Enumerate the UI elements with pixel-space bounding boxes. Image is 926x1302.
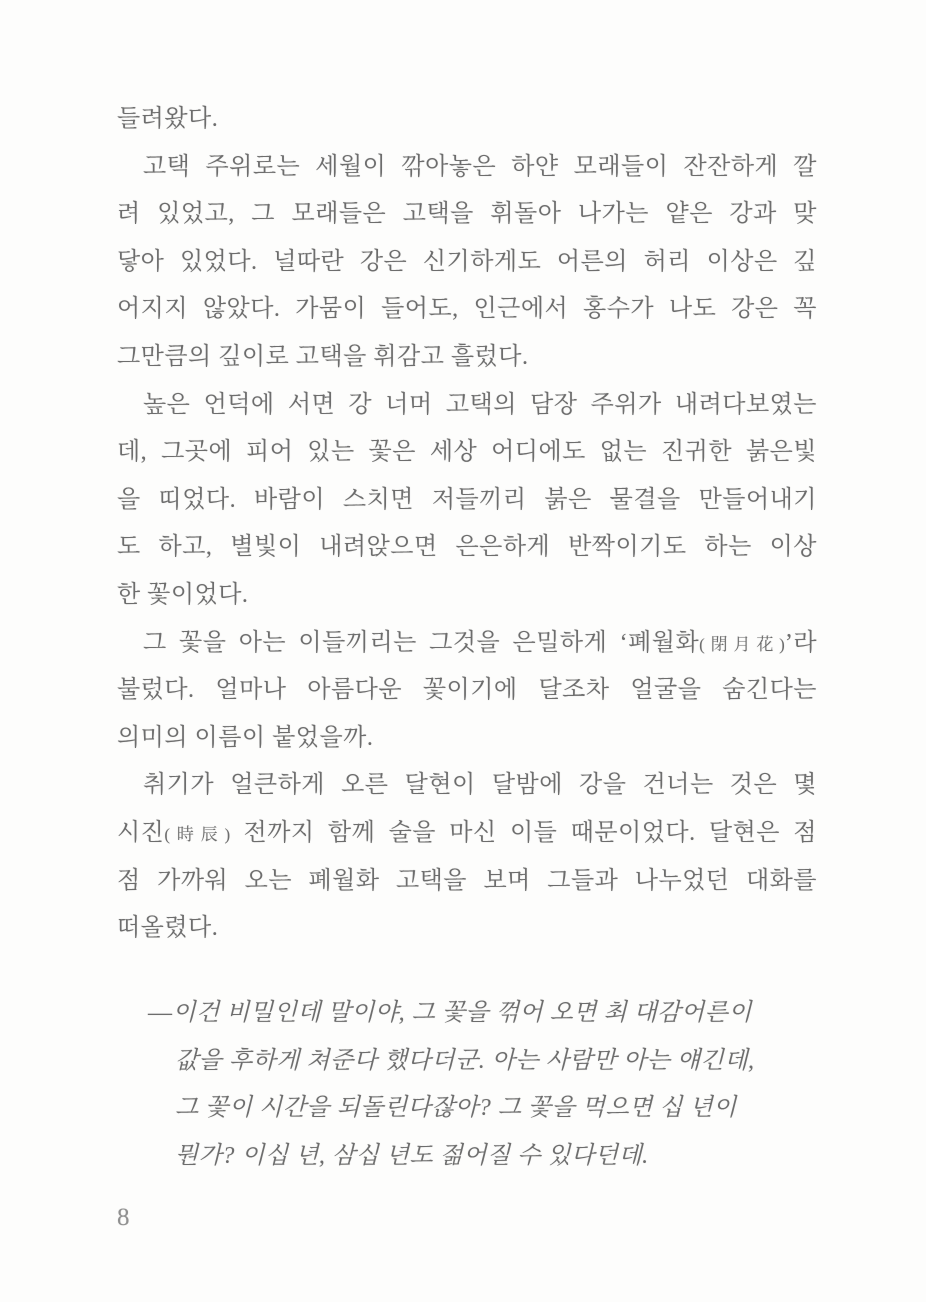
body-line-text: 그 꽃을 아는 이들끼리는 그것을 은밀하게 ‘폐월화 bbox=[143, 629, 700, 656]
body-line bbox=[117, 810, 817, 858]
body-line: 을 띠었다. 바람이 스치면 저들끼리 붉은 물결을 만들어내기 bbox=[117, 486, 817, 513]
body-line: 어지지 않았다. 가뭄이 들어도, 인근에서 홍수가 나도 강은 꼭 bbox=[117, 296, 817, 323]
quote-line: 그 꽃이 시간을 되돌린다잖아? 그 꽃을 먹으면 십 년이 bbox=[175, 1095, 737, 1122]
body-line: 그만큼의 깊이로 고택을 휘감고 흘렀다. bbox=[117, 343, 529, 370]
body-line-text: ’라 bbox=[784, 629, 817, 656]
dialogue-quote-block bbox=[148, 990, 848, 1180]
quote-line: ―이건 비밀인데 말이야, 그 꽃을 꺾어 오면 최 대감어른이 bbox=[148, 1000, 753, 1026]
body-line-text: 전까지 함께 술을 마신 이들 때문이었다. 달현은 점 bbox=[230, 819, 817, 846]
body-line: 한 꽃이었다. bbox=[117, 581, 249, 608]
body-line: 닿아 있었다. 널따란 강은 신기하게도 어른의 허리 이상은 깊 bbox=[117, 248, 817, 275]
body-line-text: 시진 bbox=[117, 819, 165, 846]
quote-line: 뭔가? 이십 년, 삼십 년도 젊어질 수 있다던데. bbox=[175, 1142, 649, 1169]
hanja-annotation: (時辰) bbox=[164, 824, 231, 844]
hanja-annotation: (閉月花) bbox=[699, 634, 785, 654]
body-line: 데, 그곳에 피어 있는 꽃은 세상 어디에도 없는 진귀한 붉은빛 bbox=[117, 439, 817, 466]
body-line: 도 하고, 별빛이 내려앉으면 은은하게 반짝이기도 하는 이상 bbox=[117, 534, 817, 561]
body-line: 려 있었고, 그 모래들은 고택을 휘돌아 나가는 얕은 강과 맞 bbox=[117, 201, 817, 228]
quote-line: 값을 후하게 쳐준다 했다더군. 아는 사람만 아는 얘긴데, bbox=[175, 1047, 755, 1074]
body-line: 떠올렸다. bbox=[117, 915, 219, 942]
body-line: 의미의 이름이 붙었을까. bbox=[117, 724, 374, 751]
body-line: 취기가 얼큰하게 오른 달현이 달밤에 강을 건너는 것은 몇 bbox=[143, 772, 817, 799]
body-line: 들려왔다. bbox=[117, 106, 219, 132]
page-body-text bbox=[117, 96, 817, 953]
body-line bbox=[117, 620, 817, 668]
body-line: 불렀다. 얼마나 아름다운 꽃이기에 달조차 얼굴을 숨긴다는 bbox=[117, 677, 817, 704]
body-line: 점 가까워 오는 폐월화 고택을 보며 그들과 나누었던 대화를 bbox=[117, 867, 817, 894]
page-number: 8 bbox=[117, 1204, 130, 1231]
body-line: 고택 주위로는 세월이 깎아놓은 하얀 모래들이 잔잔하게 깔 bbox=[143, 153, 817, 180]
body-line: 높은 언덕에 서면 강 너머 고택의 담장 주위가 내려다보였는 bbox=[143, 391, 817, 418]
